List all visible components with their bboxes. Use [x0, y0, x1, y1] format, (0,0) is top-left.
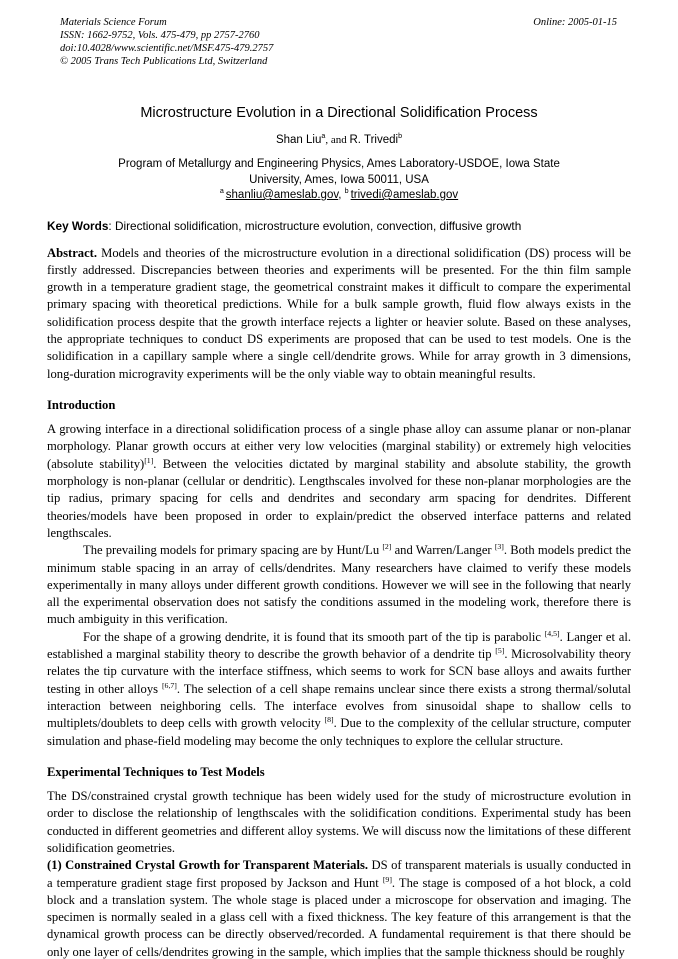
section-heading-experimental: Experimental Techniques to Test Models — [47, 764, 265, 779]
section-heading-introduction: Introduction — [47, 397, 116, 412]
experimental-paragraph-1: The DS/constrained crystal growth technique has been widely used for the study of microstructure evolution in order to disclose the relationship of lengthscales with the solidification conditions. Experimental study has been conducted in different geometries and different alloy systems. We will discuss now the limitations of these different solidification geometries. — [47, 789, 631, 855]
abstract-paragraph: Abstract. Models and theories of the microstructure evolution in a directional solidification (DS) process will be firstly addressed. Discrepancies between theories and experiments will be presented. For the thin film sample growth in a temperature gradient stage, the geometrical constraint makes it difficult to compare the experimental primary spacing with theoretical predictions. While for a bulk sample growth, fluid flow always exists in the solidification process despite that the growth interface rejects a lighter or heavier solute. Based on these analyses, the appropriate techniques to conduct DS experiments are proposed that can be used to test models. One is the solidification in a capillary sample where a single cell/dendrite grows. While for array growth in 3 dimensions, long-duration microgravity experiments will be the only viable way to obtain meaningful results. — [47, 245, 631, 381]
journal-header — [47, 16, 631, 68]
email-b-mark: b — [344, 187, 351, 196]
author-1: Shan Liu — [275, 134, 322, 146]
issn-line: ISSN: 1662-9752, Vols. 475-479, pp 2757-2760 — [60, 30, 260, 41]
emails-line — [47, 188, 631, 204]
experimental-paragraph-2: (1) Constrained Crystal Growth for Transparent Materials. DS of transparent materials is usually conducted in a temperature gradient stage first proposed by Jackson and Hunt [9]. The stage is composed of a hot block, a cold block and a translation system. The whole stage is placed under a microscope for observation and imaging. The specimen is normally sealed in a glass cell with a fixed thickness. The key feature of this arrangement is that the dynamical growth process can be directly observed/recorded. A fundamental requirement is that there should be only one layer of cells/dendrites growing in the sample, which implies that the sample thickness should be roughly — [47, 858, 631, 959]
affiliation-line-2: University, Ames, Iowa 50011, USA — [249, 173, 429, 186]
copyright-line: © 2005 Trans Tech Publications Ltd, Switzerland — [60, 56, 268, 67]
keywords-text: : Directional solidification, microstructure evolution, convection, diffusive growth — [108, 218, 522, 233]
intro-paragraph-3: For the shape of a growing dendrite, it is found that its smooth part of the tip is parabolic [4,5]. Langer et al. established a marginal stability theory to describe the growth behavior of a dendrite tip [5]. Microsolvability theory relates the tip curvature with the interface stiffness, which seems to work for SCN base alloys and awaits further testing in other alloys [6,7]. The selection of a cell shape remains unclear since there exists a strong thermal/solutal interaction between neighboring cells. The interface evolves from sinusoidal shape to shallow cells to multiplets/doublets to deep cells with growth velocity [8]. Due to the complexity of the cellular structure, computer simulation and phase-field modeling may become the only techniques to explore the cellular structure. — [47, 628, 631, 748]
author-2: R. Trivedi — [349, 134, 399, 146]
intro-paragraph-2: The prevailing models for primary spacing are by Hunt/Lu [2] and Warren/Langer [3]. Both models predict the minimum stable spacing in an array of cells/dendrites. Many researchers have claimed to verify these models experimentally in many alloys under different growth conditions. However we will see in the following that nearly all the experimental observation does not satisfy the conditions assumed in the modeling work, therefore there is much ambiguity in this verification. — [47, 542, 631, 627]
paper-body — [47, 245, 631, 959]
journal-header-left — [60, 16, 273, 68]
intro-paragraph-1: A growing interface in a directional solidification process of a single phase alloy can assume planar or non-planar morphology. Planar growth occurs at either very low velocities (marginal stability) or extremely high velocities (absolute stability)[1]. Between the velocities dictated by marginal stability and absolute stability, the growth morphology is non-planar (cellular or dendritic). Lengthscales involved for these non-planar morphologies are the tip radius, primary spacing for cells and dendrites and secondary arm spacing for dendrites. Different theories/models have been proposed in order to explain/predict the observed interface patterns and related lengthscales. — [47, 422, 631, 540]
online-date: Online: 2005-01-15 — [533, 17, 617, 28]
authors-line — [47, 134, 631, 146]
authors-connector: , and — [325, 134, 350, 146]
author-2-affil-mark: b — [398, 132, 403, 141]
paper-title: Microstructure Evolution in a Directional Solidification Process — [140, 105, 538, 121]
keywords-label: Key Words — [47, 218, 109, 233]
doi-line: doi:10.4028/www.scientific.net/MSF.475-479.2757 — [60, 43, 274, 54]
keywords-line — [47, 219, 631, 234]
affiliation-line-1: Program of Metallurgy and Engineering Physics, Ames Laboratory-USDOE, Iowa State — [118, 158, 560, 170]
email-a-link[interactable]: shanliu@ameslab.gov — [225, 189, 339, 201]
author-1-affil-mark: a — [321, 132, 326, 141]
email-a-mark: a — [219, 187, 226, 196]
journal-name: Materials Science Forum — [60, 17, 167, 28]
affiliation — [47, 157, 631, 188]
emails-separator: , — [338, 189, 345, 201]
email-b-link[interactable]: trivedi@ameslab.gov — [350, 189, 459, 201]
